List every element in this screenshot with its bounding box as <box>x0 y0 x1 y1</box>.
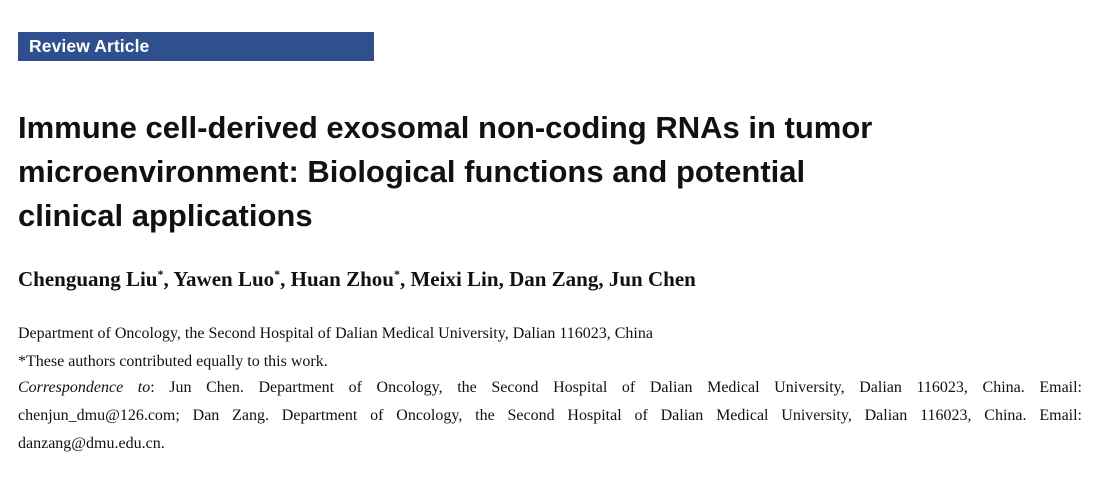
author-separator: , <box>399 267 411 291</box>
equal-contribution-mark: * <box>274 267 281 281</box>
correspondence-label: Correspondence to <box>18 379 151 396</box>
author-name: Yawen Luo <box>173 267 275 291</box>
author-name: Meixi Lin <box>410 267 499 291</box>
article-type-badge <box>18 32 374 61</box>
article-type-label: Review Article <box>29 36 150 56</box>
author-separator: , <box>280 267 291 291</box>
author-separator: , <box>498 267 510 291</box>
correspondence-line: chenjun_dmu@126.com; Dan Zang. Department of Oncology, the Second Hospital of Dalian Medical University, Dalian 116023, China. Email: <box>18 407 1082 424</box>
author-separator: , <box>163 267 174 291</box>
equal-contribution-note: *These authors contributed equally to this work. <box>18 353 328 370</box>
correspondence-block <box>18 374 1082 458</box>
author-separator: , <box>598 267 609 291</box>
author-name: Jun Chen <box>608 267 696 291</box>
title-line: clinical applications <box>18 198 313 233</box>
affiliation-department: Department of Oncology, the Second Hospital of Dalian Medical University, Dalian 116023, China <box>18 325 653 342</box>
equal-contribution-mark: * <box>157 267 164 281</box>
author-name: Huan Zhou <box>290 267 394 291</box>
author-list <box>18 264 1088 294</box>
equal-contribution-mark: * <box>393 267 400 281</box>
paper-title <box>18 106 1078 238</box>
author-name: Chenguang Liu <box>18 267 158 291</box>
author-name: Dan Zang <box>509 267 599 291</box>
affiliation-block <box>18 320 1082 376</box>
correspondence-email: danzang@dmu.edu.cn. <box>18 435 165 452</box>
correspondence-line <box>18 374 1082 402</box>
title-line: Immune cell-derived exosomal non-coding RNAs in tumor <box>18 110 873 145</box>
correspondence-text: : Jun Chen. Department of Oncology, the Second Hospital of Dalian Medical University, Dalian 116023, China. Email: <box>150 379 1083 396</box>
title-line: microenvironment: Biological functions and potential <box>18 154 806 189</box>
